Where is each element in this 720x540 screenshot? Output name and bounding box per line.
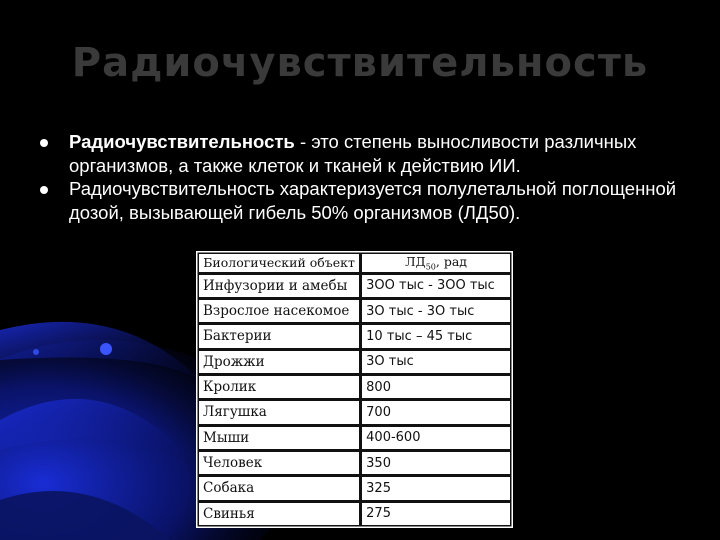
cell-object: Мыши [199, 427, 359, 449]
cell-object: Взрослое насекомое [199, 300, 359, 322]
glow-dot [100, 343, 112, 355]
header-ld-unit: , рад [435, 254, 468, 269]
cell-object: Лягушка [199, 401, 359, 423]
ld50-table [196, 251, 513, 528]
cell-ld50-value: 400-600 [362, 427, 510, 449]
slide-title: Радиочувствительность [71, 40, 649, 86]
cell-object: Человек [199, 452, 359, 474]
cell-ld50-value: 350 [362, 452, 510, 474]
ld50-table-image [196, 251, 513, 528]
cell-object: Дрожжи [199, 351, 359, 373]
bullet-dot-icon [40, 139, 48, 147]
cell-object: Бактерии [199, 325, 359, 347]
table-header-row [199, 254, 510, 272]
table-row [199, 477, 510, 499]
header-ld50 [362, 254, 510, 272]
cell-ld50-value: 3ОО тыс - 3ОО тыс [362, 275, 510, 297]
table-row [199, 452, 510, 474]
table-row [199, 300, 510, 322]
bullet-text: Радиочувствительность характеризуется полулетальной поглощенной дозой, вызывающей гибель 50% организмов (ЛД50). [69, 178, 677, 223]
cell-ld50-value: 275 [362, 503, 510, 525]
table-row [199, 427, 510, 449]
bullet-list [40, 130, 680, 224]
cell-object: Собака [199, 477, 359, 499]
cell-ld50-value: 800 [362, 376, 510, 398]
table-body [199, 275, 510, 526]
cell-object: Инфузории и амебы [199, 275, 359, 297]
table-row [199, 325, 510, 347]
table-row [199, 351, 510, 373]
header-ld-label: ЛД [405, 254, 426, 269]
table-row [199, 376, 510, 398]
glow-dot [33, 349, 39, 355]
bullet-dot-icon [40, 186, 48, 194]
cell-ld50-value: 10 тыс – 45 тыс [362, 325, 510, 347]
bullet-item [40, 177, 680, 224]
bullet-term: Радиочувствительность [69, 131, 295, 152]
bullet-item [40, 130, 680, 177]
table-row [199, 503, 510, 525]
table-row [199, 401, 510, 423]
cell-ld50-value: 700 [362, 401, 510, 423]
cell-ld50-value: 325 [362, 477, 510, 499]
cell-object: Кролик [199, 376, 359, 398]
cell-ld50-value: 3О тыс - 3О тыс [362, 300, 510, 322]
cell-object: Свинья [199, 503, 359, 525]
cell-ld50-value: 3О тыс [362, 351, 510, 373]
header-ld-subscript: 50 [425, 262, 436, 272]
header-object: Биологический объект [199, 254, 359, 272]
bullet-text: - это степень выносливости различных организмов, а также клеток и тканей к действию ИИ. [69, 131, 637, 176]
table-row [199, 275, 510, 297]
